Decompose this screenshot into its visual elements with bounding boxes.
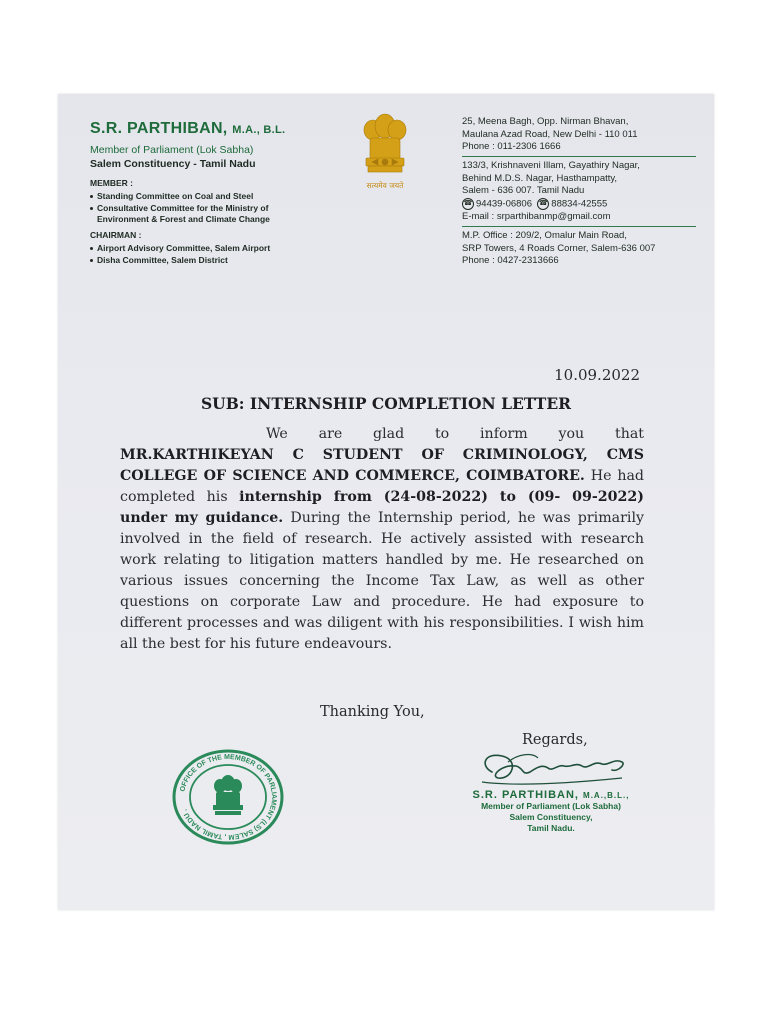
letter-date: 10.09.2022 bbox=[554, 366, 640, 384]
letterhead-name: S.R. PARTHIBAN, M.A., B.L. bbox=[90, 120, 286, 137]
mp-office-address: M.P. Office : 209/2, Omalur Main Road, SRP Towers, 4 Roads Corner, Salem-636 007 Phone : 0427-2313666 bbox=[462, 230, 656, 266]
chairman-heading: CHAIRMAN : bbox=[90, 230, 142, 240]
salem-address: 133/3, Krishnaveni Illam, Gayathiry Nagar, Behind M.D.S. Nagar, Hasthampatty, Salem - 636 007. Tamil Nadu ☎ 94439-06806 ☎ 88834-42555 E-mail : srparthibanmp@gmail.com bbox=[462, 160, 702, 223]
closing-thanks: Thanking You, bbox=[320, 704, 425, 720]
bullet-icon bbox=[90, 247, 93, 250]
signature-block: S.R. PARTHIBAN, M.A.,B.L., Member of Parliament (Lok Sabha) Salem Constituency, Tamil Nadu. bbox=[472, 789, 630, 833]
phone-numbers: ☎ 94439-06806 ☎ 88834-42555 bbox=[463, 198, 608, 210]
emblem-motto: सत्यमेव जयते bbox=[366, 181, 404, 190]
bullet-icon bbox=[90, 207, 93, 210]
chairman-item: Disha Committee, Salem District bbox=[90, 255, 228, 266]
office-seal-stamp bbox=[172, 748, 284, 846]
member-item-continued: Environment & Forest and Climate Change bbox=[97, 214, 270, 224]
closing-regards: Regards, bbox=[522, 732, 588, 748]
letter-subject: SUB: INTERNSHIP COMPLETION LETTER bbox=[200, 394, 572, 413]
letter-sheet bbox=[58, 94, 714, 910]
chairman-item: Airport Advisory Committee, Salem Airport bbox=[90, 243, 270, 254]
phone-icon: ☎ bbox=[462, 198, 474, 210]
member-item: Standing Committee on Coal and Steel bbox=[90, 191, 253, 202]
member-item: Consultative Committee for the Ministry of bbox=[90, 203, 268, 214]
address-divider bbox=[462, 156, 696, 157]
letter-body: We are glad to inform you that MR.KARTHIKEYAN C STUDENT OF CRIMINOLOGY, CMS COLLEGE OF SCIENCE AND COMMERCE, COIMBATORE. He had completed his internship from (24-08-2022) to (09- 09-2022) under my guidance. During the Internship period, he was primarily involved in the field of research. He actively assisted with research work relating to litigation matters handled by me. He researched on various issues concerning the Income Tax Law, as well as other questions on corporate Law and procedure. He had exposure to different processes and was diligent with his responsibilities. I wish him all the best for his future endeavours. bbox=[120, 426, 645, 652]
delhi-address: 25, Meena Bagh, Opp. Nirman Bhavan, Maulana Azad Road, New Delhi - 110 011 Phone : 011-2306 1666 bbox=[462, 116, 638, 152]
email-address: E-mail : srparthibanmp@gmail.com bbox=[462, 210, 611, 222]
bullet-icon bbox=[90, 195, 93, 198]
bullet-icon bbox=[90, 259, 93, 262]
svg-text:OFFICE OF THE MEMBER OF PARLIA: OFFICE OF THE MEMBER OF PARLIAMENT (LS) SALEM , TAMIL NADU . bbox=[179, 753, 278, 841]
handwritten-signature bbox=[472, 742, 642, 792]
phone-icon: ☎ bbox=[537, 198, 549, 210]
letterhead-constituency: Salem Constituency - Tamil Nadu bbox=[90, 158, 256, 170]
member-heading: MEMBER : bbox=[90, 178, 133, 188]
letterhead-role: Member of Parliament (Lok Sabha) bbox=[90, 144, 254, 156]
address-divider bbox=[462, 226, 696, 227]
national-emblem-icon bbox=[358, 112, 412, 196]
